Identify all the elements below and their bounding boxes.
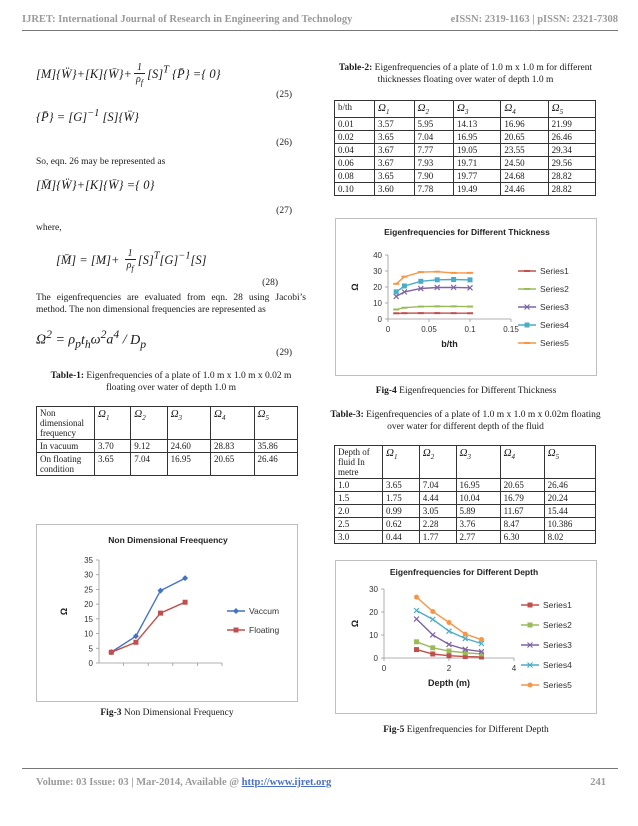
table-row bbox=[335, 118, 596, 131]
table-row-label: 2.0 bbox=[335, 505, 383, 518]
table-header-cell: $\Omega_1$ bbox=[95, 407, 131, 440]
table-row bbox=[335, 170, 596, 183]
table-cell: 5.95 bbox=[414, 118, 454, 131]
fig5-caption: Fig-5 Eigenfrequencies for Different Depth bbox=[383, 725, 549, 735]
table-cell: 19.05 bbox=[454, 144, 501, 157]
table-row-label: 0.04 bbox=[335, 144, 375, 157]
y-tick-label: 30 bbox=[84, 570, 93, 580]
fig5-chart bbox=[335, 560, 597, 714]
table-cell: 24.60 bbox=[167, 440, 210, 453]
series-line bbox=[111, 578, 185, 652]
data-point bbox=[430, 645, 435, 650]
table-row-label: On floating condition bbox=[37, 453, 95, 476]
table-row bbox=[335, 531, 596, 544]
table-cell: 8.02 bbox=[544, 531, 595, 544]
legend-label: Vaccum bbox=[249, 606, 280, 616]
table1-caption: Table-1: Eigenfrequencies of a plate of 1.0 m x 1.0 m x 0.02 m floating over water of depth 1.0 m bbox=[50, 371, 292, 393]
equation-number: (28) bbox=[262, 278, 278, 288]
equation-28: [M̄] = [M]+ $\frac{1}{\rho_f}$ $[S]^T[G]^{-1}[S]$ (28) bbox=[56, 248, 278, 288]
table-cell: 5.89 bbox=[456, 505, 500, 518]
y-tick-label: 20 bbox=[369, 608, 378, 617]
table-cell: 24.46 bbox=[501, 183, 548, 196]
table-cell: 28.83 bbox=[211, 440, 254, 453]
data-point bbox=[447, 648, 452, 653]
y-tick-label: 15 bbox=[84, 614, 93, 624]
legend-label: Series4 bbox=[543, 660, 572, 670]
x-axis-label: Depth (m) bbox=[428, 678, 470, 688]
data-point bbox=[414, 608, 419, 613]
table-cell: 20.65 bbox=[211, 453, 254, 476]
y-tick-label: 25 bbox=[84, 585, 93, 595]
data-point bbox=[418, 279, 423, 284]
issn-text: eISSN: 2319-1163 | pISSN: 2321-7308 bbox=[450, 14, 618, 25]
x-axis-label: b/th bbox=[441, 339, 458, 349]
data-point bbox=[402, 283, 407, 288]
x-tick-label: 0.15 bbox=[503, 325, 519, 334]
table-cell: 10.386 bbox=[544, 518, 595, 531]
data-point bbox=[430, 632, 435, 637]
table-row-label: 1.5 bbox=[335, 492, 383, 505]
table-cell: 16.95 bbox=[456, 479, 500, 492]
table-cell: 16.95 bbox=[454, 131, 501, 144]
table-cell: 7.77 bbox=[414, 144, 454, 157]
table-header-cell: $\Omega_4$ bbox=[500, 446, 544, 479]
y-tick-label: 0 bbox=[373, 654, 378, 663]
x-tick-label: 0.05 bbox=[421, 325, 437, 334]
y-tick-label: 20 bbox=[84, 600, 93, 610]
data-point bbox=[447, 653, 452, 658]
table-cell: 0.99 bbox=[383, 505, 420, 518]
equation-number: (26) bbox=[276, 138, 292, 148]
right-column bbox=[328, 62, 603, 196]
table-cell: 10.04 bbox=[456, 492, 500, 505]
table-row bbox=[335, 492, 596, 505]
y-tick-label: 10 bbox=[369, 631, 378, 640]
fig4-caption: Fig-4 Eigenfrequencies for Different Thickness bbox=[375, 386, 557, 396]
table-cell: 7.04 bbox=[414, 131, 454, 144]
page-header bbox=[22, 14, 618, 25]
table-cell: 3.65 bbox=[383, 479, 420, 492]
equation-number: (27) bbox=[276, 206, 292, 216]
legend-label: Series1 bbox=[543, 600, 572, 610]
table-row-label: 0.01 bbox=[335, 118, 375, 131]
legend-label: Series3 bbox=[540, 302, 569, 312]
fig5-svg bbox=[336, 561, 598, 715]
table-row bbox=[335, 144, 596, 157]
table-cell: 29.56 bbox=[548, 157, 595, 170]
legend-label: Series5 bbox=[543, 680, 572, 690]
data-point bbox=[430, 609, 435, 614]
table-row bbox=[37, 453, 298, 476]
table-cell: 3.65 bbox=[375, 131, 415, 144]
y-tick-label: 0 bbox=[88, 659, 93, 668]
footer-volume: Volume: 03 Issue: 03 | Mar-2014, Available @ http://www.ijret.org bbox=[36, 777, 332, 788]
table-cell: 28.82 bbox=[548, 170, 595, 183]
chart-title: Non Dimensional Freequency bbox=[108, 535, 228, 545]
x-tick-label: 0 bbox=[385, 325, 391, 334]
table-row bbox=[335, 157, 596, 170]
data-point bbox=[109, 650, 114, 655]
table-cell: 8.47 bbox=[500, 518, 544, 531]
fig3-caption: Fig-3 Non Dimensional Frequency bbox=[100, 708, 234, 718]
fig4-svg bbox=[336, 219, 598, 377]
equation-27: [M̄]{Ẅ}+[K]{W̄} ={ 0} (27) bbox=[36, 178, 292, 216]
legend-label: Floating bbox=[249, 625, 280, 635]
table-header-cell: Non dimensional frequency bbox=[37, 407, 95, 440]
table-cell: 3.60 bbox=[375, 183, 415, 196]
table3 bbox=[334, 445, 596, 544]
equation-26: {P̄} = $[G]^{-1}$ [S]{Ẅ} (26) bbox=[36, 108, 292, 148]
data-point bbox=[463, 632, 468, 637]
table-cell: 1.77 bbox=[419, 531, 456, 544]
series-line bbox=[417, 597, 482, 640]
table-cell: 3.67 bbox=[375, 157, 415, 170]
table-header-cell: $\Omega_5$ bbox=[544, 446, 595, 479]
data-point bbox=[430, 617, 435, 622]
left-column bbox=[36, 62, 306, 476]
data-point bbox=[451, 277, 456, 282]
legend-label: Series3 bbox=[543, 640, 572, 650]
data-point bbox=[233, 608, 239, 614]
table-header-cell: $\Omega_1$ bbox=[383, 446, 420, 479]
data-point bbox=[182, 575, 188, 581]
table-row-label: In vacuum bbox=[37, 440, 95, 453]
y-axis-label: Ω bbox=[350, 283, 360, 291]
table-row-label: 0.06 bbox=[335, 157, 375, 170]
x-tick-label: 2 bbox=[446, 664, 452, 673]
data-point bbox=[528, 683, 533, 688]
y-tick-label: 35 bbox=[84, 556, 93, 565]
table-cell: 16.79 bbox=[500, 492, 544, 505]
page-number: 241 bbox=[590, 777, 606, 788]
page-footer bbox=[36, 777, 606, 788]
table-row bbox=[335, 505, 596, 518]
x-tick-label: 4 bbox=[511, 664, 517, 673]
data-point bbox=[414, 617, 419, 622]
table3-caption: Table-3: Eigenfrequencies of a plate of 1.0 m x 1.0 m x 0.02m floating over water for different depth of the fluid bbox=[330, 410, 601, 432]
table-cell: 7.90 bbox=[414, 170, 454, 183]
y-tick-label: 30 bbox=[373, 267, 382, 276]
table-cell: 2.77 bbox=[456, 531, 500, 544]
table-cell: 4.44 bbox=[419, 492, 456, 505]
legend-label: Series4 bbox=[540, 320, 569, 330]
table-cell: 3.65 bbox=[95, 453, 131, 476]
data-point bbox=[133, 640, 138, 645]
journal-title: IJRET: International Journal of Research in Engineering and Technology bbox=[22, 14, 353, 25]
table-cell: 3.76 bbox=[456, 518, 500, 531]
table-cell: 26.46 bbox=[254, 453, 298, 476]
table-cell: 14.13 bbox=[454, 118, 501, 131]
table-cell: 7.04 bbox=[419, 479, 456, 492]
table-header-row bbox=[335, 101, 596, 118]
paragraph: The eigenfrequencies are evaluated from eqn. 28 using Jacobi’s method. The non dimensional frequencies are represented as bbox=[36, 293, 306, 315]
so-text: So, eqn. 26 may be represented as bbox=[36, 157, 166, 167]
y-tick-label: 20 bbox=[373, 283, 382, 292]
equation-number: (25) bbox=[276, 90, 292, 100]
table-cell: 3.70 bbox=[95, 440, 131, 453]
table-header-cell: $\Omega_2$ bbox=[419, 446, 456, 479]
data-point bbox=[158, 588, 164, 594]
table-header-cell: $\Omega_2$ bbox=[414, 101, 454, 118]
data-point bbox=[447, 620, 452, 625]
y-tick-label: 40 bbox=[373, 251, 382, 260]
data-point bbox=[430, 651, 435, 656]
journal-link[interactable]: http://www.ijret.org bbox=[241, 777, 332, 788]
table-header-cell: $\Omega_2$ bbox=[131, 407, 167, 440]
where-text: where, bbox=[36, 223, 62, 233]
equation-25: [M]{Ẅ}+[K]{W̄}+ $\frac{1}{\rho_f}$ $[S]^T$ {P̄} ={ 0} (25) bbox=[36, 62, 292, 100]
table-cell: 19.49 bbox=[454, 183, 501, 196]
x-tick-label: 0 bbox=[381, 664, 387, 673]
table-cell: 7.04 bbox=[131, 453, 167, 476]
data-point bbox=[414, 647, 419, 652]
table-cell: 6.30 bbox=[500, 531, 544, 544]
table-cell: 26.46 bbox=[548, 131, 595, 144]
data-point bbox=[394, 289, 399, 294]
data-point bbox=[525, 323, 530, 328]
table-header-cell: $\Omega_4$ bbox=[211, 407, 254, 440]
data-point bbox=[528, 603, 533, 608]
data-point bbox=[447, 629, 452, 634]
legend-label: Series5 bbox=[540, 338, 569, 348]
y-axis-label: Ω bbox=[350, 619, 360, 628]
data-point bbox=[528, 623, 533, 628]
equation-number: (29) bbox=[276, 348, 292, 358]
fig3-chart bbox=[36, 524, 298, 702]
table-header-cell: $\Omega_3$ bbox=[454, 101, 501, 118]
table-header-cell: $\Omega_3$ bbox=[456, 446, 500, 479]
fig4-chart bbox=[335, 218, 597, 376]
table-cell: 24.50 bbox=[501, 157, 548, 170]
table-row-label: 2.5 bbox=[335, 518, 383, 531]
table2 bbox=[334, 100, 596, 196]
table-row-label: 3.0 bbox=[335, 531, 383, 544]
table-header-cell: $\Omega_5$ bbox=[548, 101, 595, 118]
footer-divider bbox=[22, 768, 618, 769]
table-cell: 15.44 bbox=[544, 505, 595, 518]
table-cell: 9.12 bbox=[131, 440, 167, 453]
y-tick-label: 0 bbox=[377, 315, 382, 324]
table-header-cell: $\Omega_5$ bbox=[254, 407, 298, 440]
table-cell: 1.75 bbox=[383, 492, 420, 505]
table-row bbox=[37, 440, 298, 453]
table-cell: 7.93 bbox=[414, 157, 454, 170]
table-header-cell: b/th bbox=[335, 101, 375, 118]
legend-label: Series2 bbox=[543, 620, 572, 630]
data-point bbox=[435, 277, 440, 282]
table-cell: 19.77 bbox=[454, 170, 501, 183]
table-cell: 35.86 bbox=[254, 440, 298, 453]
table-cell: 20.65 bbox=[501, 131, 548, 144]
table-cell: 29.34 bbox=[548, 144, 595, 157]
table-cell: 21.99 bbox=[548, 118, 595, 131]
table2-caption: Table-2: Eigenfrequencies of a plate of 1.0 m x 1.0 m for different thicknesses floating over water of depth 1.0 m bbox=[338, 63, 593, 85]
series-line bbox=[396, 280, 470, 292]
table-cell: 2.28 bbox=[419, 518, 456, 531]
data-point bbox=[414, 639, 419, 644]
table-cell: 0.44 bbox=[383, 531, 420, 544]
data-point bbox=[394, 294, 399, 299]
table-cell: 7.78 bbox=[414, 183, 454, 196]
table-row bbox=[335, 479, 596, 492]
table-cell: 11.67 bbox=[500, 505, 544, 518]
fig3-svg bbox=[37, 525, 299, 703]
table-row bbox=[335, 131, 596, 144]
table-row-label: 0.08 bbox=[335, 170, 375, 183]
table-cell: 24.68 bbox=[501, 170, 548, 183]
table-cell: 16.96 bbox=[501, 118, 548, 131]
series-line bbox=[417, 611, 482, 644]
table-header-cell: Depth of fluid In metre bbox=[335, 446, 383, 479]
table-row-label: 1.0 bbox=[335, 479, 383, 492]
chart-title: Eigenfrequencies for Different Depth bbox=[389, 567, 539, 577]
table-row-label: 0.02 bbox=[335, 131, 375, 144]
series-line bbox=[396, 272, 470, 284]
table-cell: 19.71 bbox=[454, 157, 501, 170]
table1 bbox=[36, 406, 298, 476]
data-point bbox=[158, 611, 163, 616]
y-tick-label: 5 bbox=[88, 644, 93, 654]
table-row-label: 0.10 bbox=[335, 183, 375, 196]
data-point bbox=[183, 600, 188, 605]
y-axis-label: Ω bbox=[59, 607, 69, 616]
table-cell: 20.65 bbox=[500, 479, 544, 492]
chart-title: Eigenfrequencies for Different Thickness bbox=[384, 227, 550, 237]
y-tick-label: 30 bbox=[369, 585, 378, 594]
table-cell: 3.05 bbox=[419, 505, 456, 518]
legend-label: Series1 bbox=[540, 266, 569, 276]
table-cell: 23.55 bbox=[501, 144, 548, 157]
table-cell: 0.62 bbox=[383, 518, 420, 531]
table-cell: 16.95 bbox=[167, 453, 210, 476]
header-divider bbox=[22, 30, 618, 31]
table-header-row bbox=[37, 407, 298, 440]
data-point bbox=[414, 595, 419, 600]
data-point bbox=[479, 637, 484, 642]
table-cell: 26.46 bbox=[544, 479, 595, 492]
legend-label: Series2 bbox=[540, 284, 569, 294]
table-header-cell: $\Omega_4$ bbox=[501, 101, 548, 118]
table-cell: 28.82 bbox=[548, 183, 595, 196]
series-line bbox=[396, 287, 470, 296]
data-point bbox=[234, 628, 239, 633]
table-row bbox=[335, 518, 596, 531]
y-tick-label: 10 bbox=[84, 629, 93, 639]
table-header-cell: $\Omega_3$ bbox=[167, 407, 210, 440]
equation-29: $\Omega^2 = \rho_pt_h\omega^2a^4 / D_p$ (29) bbox=[36, 328, 292, 358]
x-tick-label: 0.1 bbox=[464, 325, 476, 334]
table-header-row bbox=[335, 446, 596, 479]
table-cell: 3.57 bbox=[375, 118, 415, 131]
table-cell: 3.65 bbox=[375, 170, 415, 183]
table-cell: 20.24 bbox=[544, 492, 595, 505]
data-point bbox=[468, 277, 473, 282]
table-row bbox=[335, 183, 596, 196]
table-cell: 3.67 bbox=[375, 144, 415, 157]
table-header-cell: $\Omega_1$ bbox=[375, 101, 415, 118]
y-tick-label: 10 bbox=[373, 299, 382, 308]
